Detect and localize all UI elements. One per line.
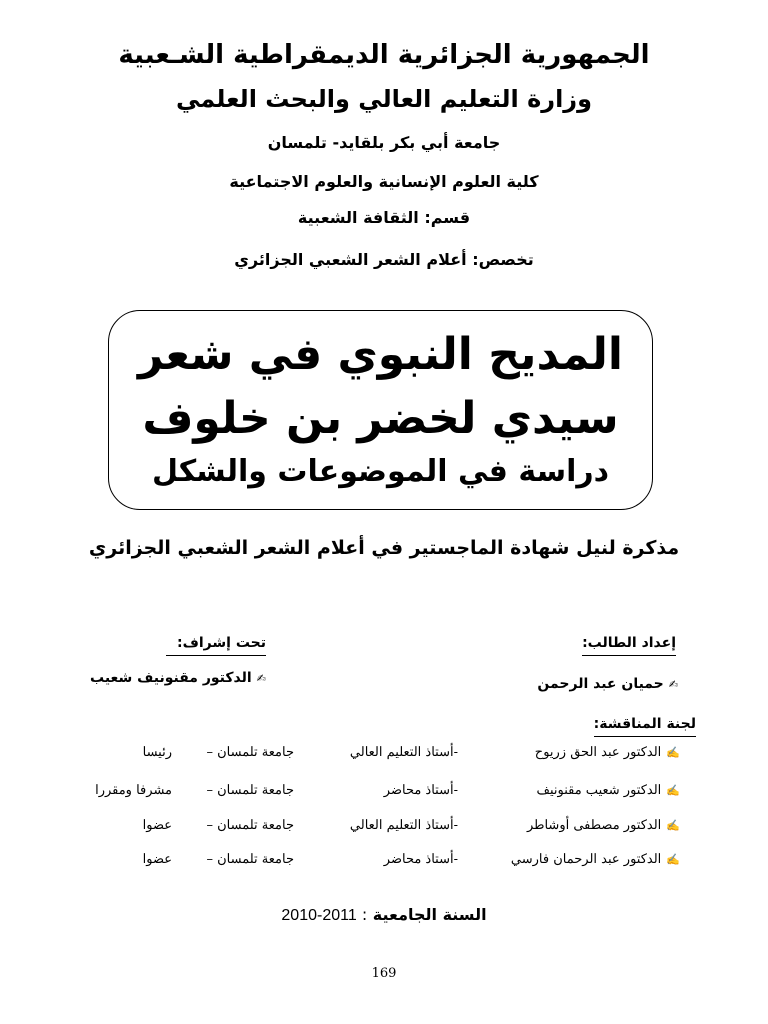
pen-icon: ✍ [666, 819, 680, 832]
committee-row [60, 745, 680, 765]
committee-member-rank: -أستاذ محاضر [383, 783, 458, 798]
committee-member-rank: -أستاذ التعليم العالي [349, 818, 458, 833]
committee-row [60, 783, 680, 803]
pen-icon: ✍ [256, 672, 266, 685]
thesis-subtitle: دراسة في الموضوعات والشكل [151, 454, 610, 489]
student-name: حميان عبد الرحمن [537, 676, 664, 692]
committee-member-university: جامعة تلمسان – [206, 852, 294, 867]
thesis-title-line1: المديح النبوي في شعر [138, 329, 623, 380]
committee-member-university: جامعة تلمسان – [206, 783, 294, 798]
student-name-row [537, 676, 678, 692]
committee-member-university: جامعة تلمسان – [206, 818, 294, 833]
committee-member-name: ✍الدكتور مصطفى أوشاطر [526, 818, 680, 833]
page-number: 169 [371, 966, 397, 981]
specialty-name: تخصص: أعلام الشعر الشعبي الجزائري [234, 250, 534, 269]
supervisor-name-row [90, 670, 266, 686]
thesis-title-line2: سيدي لخضر بن خلوف [142, 393, 619, 444]
university-name: جامعة أبي بكر بلقايد- تلمسان [267, 133, 501, 152]
republic-title: الجمهورية الجزائرية الديمقراطية الشـعبية [118, 40, 650, 70]
student-section [582, 632, 676, 656]
pen-icon: ✍ [666, 746, 680, 759]
committee-member-role: مشرفا ومقررا [95, 783, 172, 798]
supervisor-heading: تحت إشراف: [166, 635, 266, 656]
memo-description: مذكرة لنيل شهادة الماجستير في أعلام الشعر الشعبي الجزائري [88, 537, 680, 559]
committee-member-name: ✍الدكتور شعيب مقنونيف [536, 783, 680, 798]
committee-member-role: عضوا [142, 818, 172, 833]
academic-year-value: 2011-2010 [281, 907, 357, 924]
student-heading: إعداد الطالب: [582, 635, 676, 656]
committee-member-role: رئيسا [142, 745, 172, 760]
pen-icon: ✍ [666, 853, 680, 866]
committee-member-rank: -أستاذ التعليم العالي [349, 745, 458, 760]
committee-member-name: ✍الدكتور عبد الحق زريوح [534, 745, 680, 760]
committee-row [60, 852, 680, 872]
faculty-name: كلية العلوم الإنسانية والعلوم الاجتماعية [229, 172, 539, 191]
committee-member-role: عضوا [142, 852, 172, 867]
committee-heading: لجنة المناقشة: [594, 716, 696, 737]
committee-section [594, 713, 696, 737]
department-name: قسم: الثقافة الشعبية [297, 208, 471, 227]
academic-year: السنة الجامعية : 2011-2010 [281, 905, 487, 924]
committee-row [60, 818, 680, 838]
committee-member-university: جامعة تلمسان – [206, 745, 294, 760]
pen-icon: ✍ [668, 678, 678, 691]
ministry-title: وزارة التعليم العالي والبحث العلمي [175, 85, 593, 113]
committee-member-name: ✍الدكتور عبد الرحمان فارسي [510, 852, 680, 867]
pen-icon: ✍ [666, 784, 680, 797]
thesis-title-box [108, 310, 653, 510]
academic-year-label: السنة الجامعية [372, 905, 487, 924]
supervisor-name: الدكتور مقنونيف شعيب [90, 670, 252, 686]
supervisor-section [166, 632, 266, 656]
committee-member-rank: -أستاذ محاضر [383, 852, 458, 867]
